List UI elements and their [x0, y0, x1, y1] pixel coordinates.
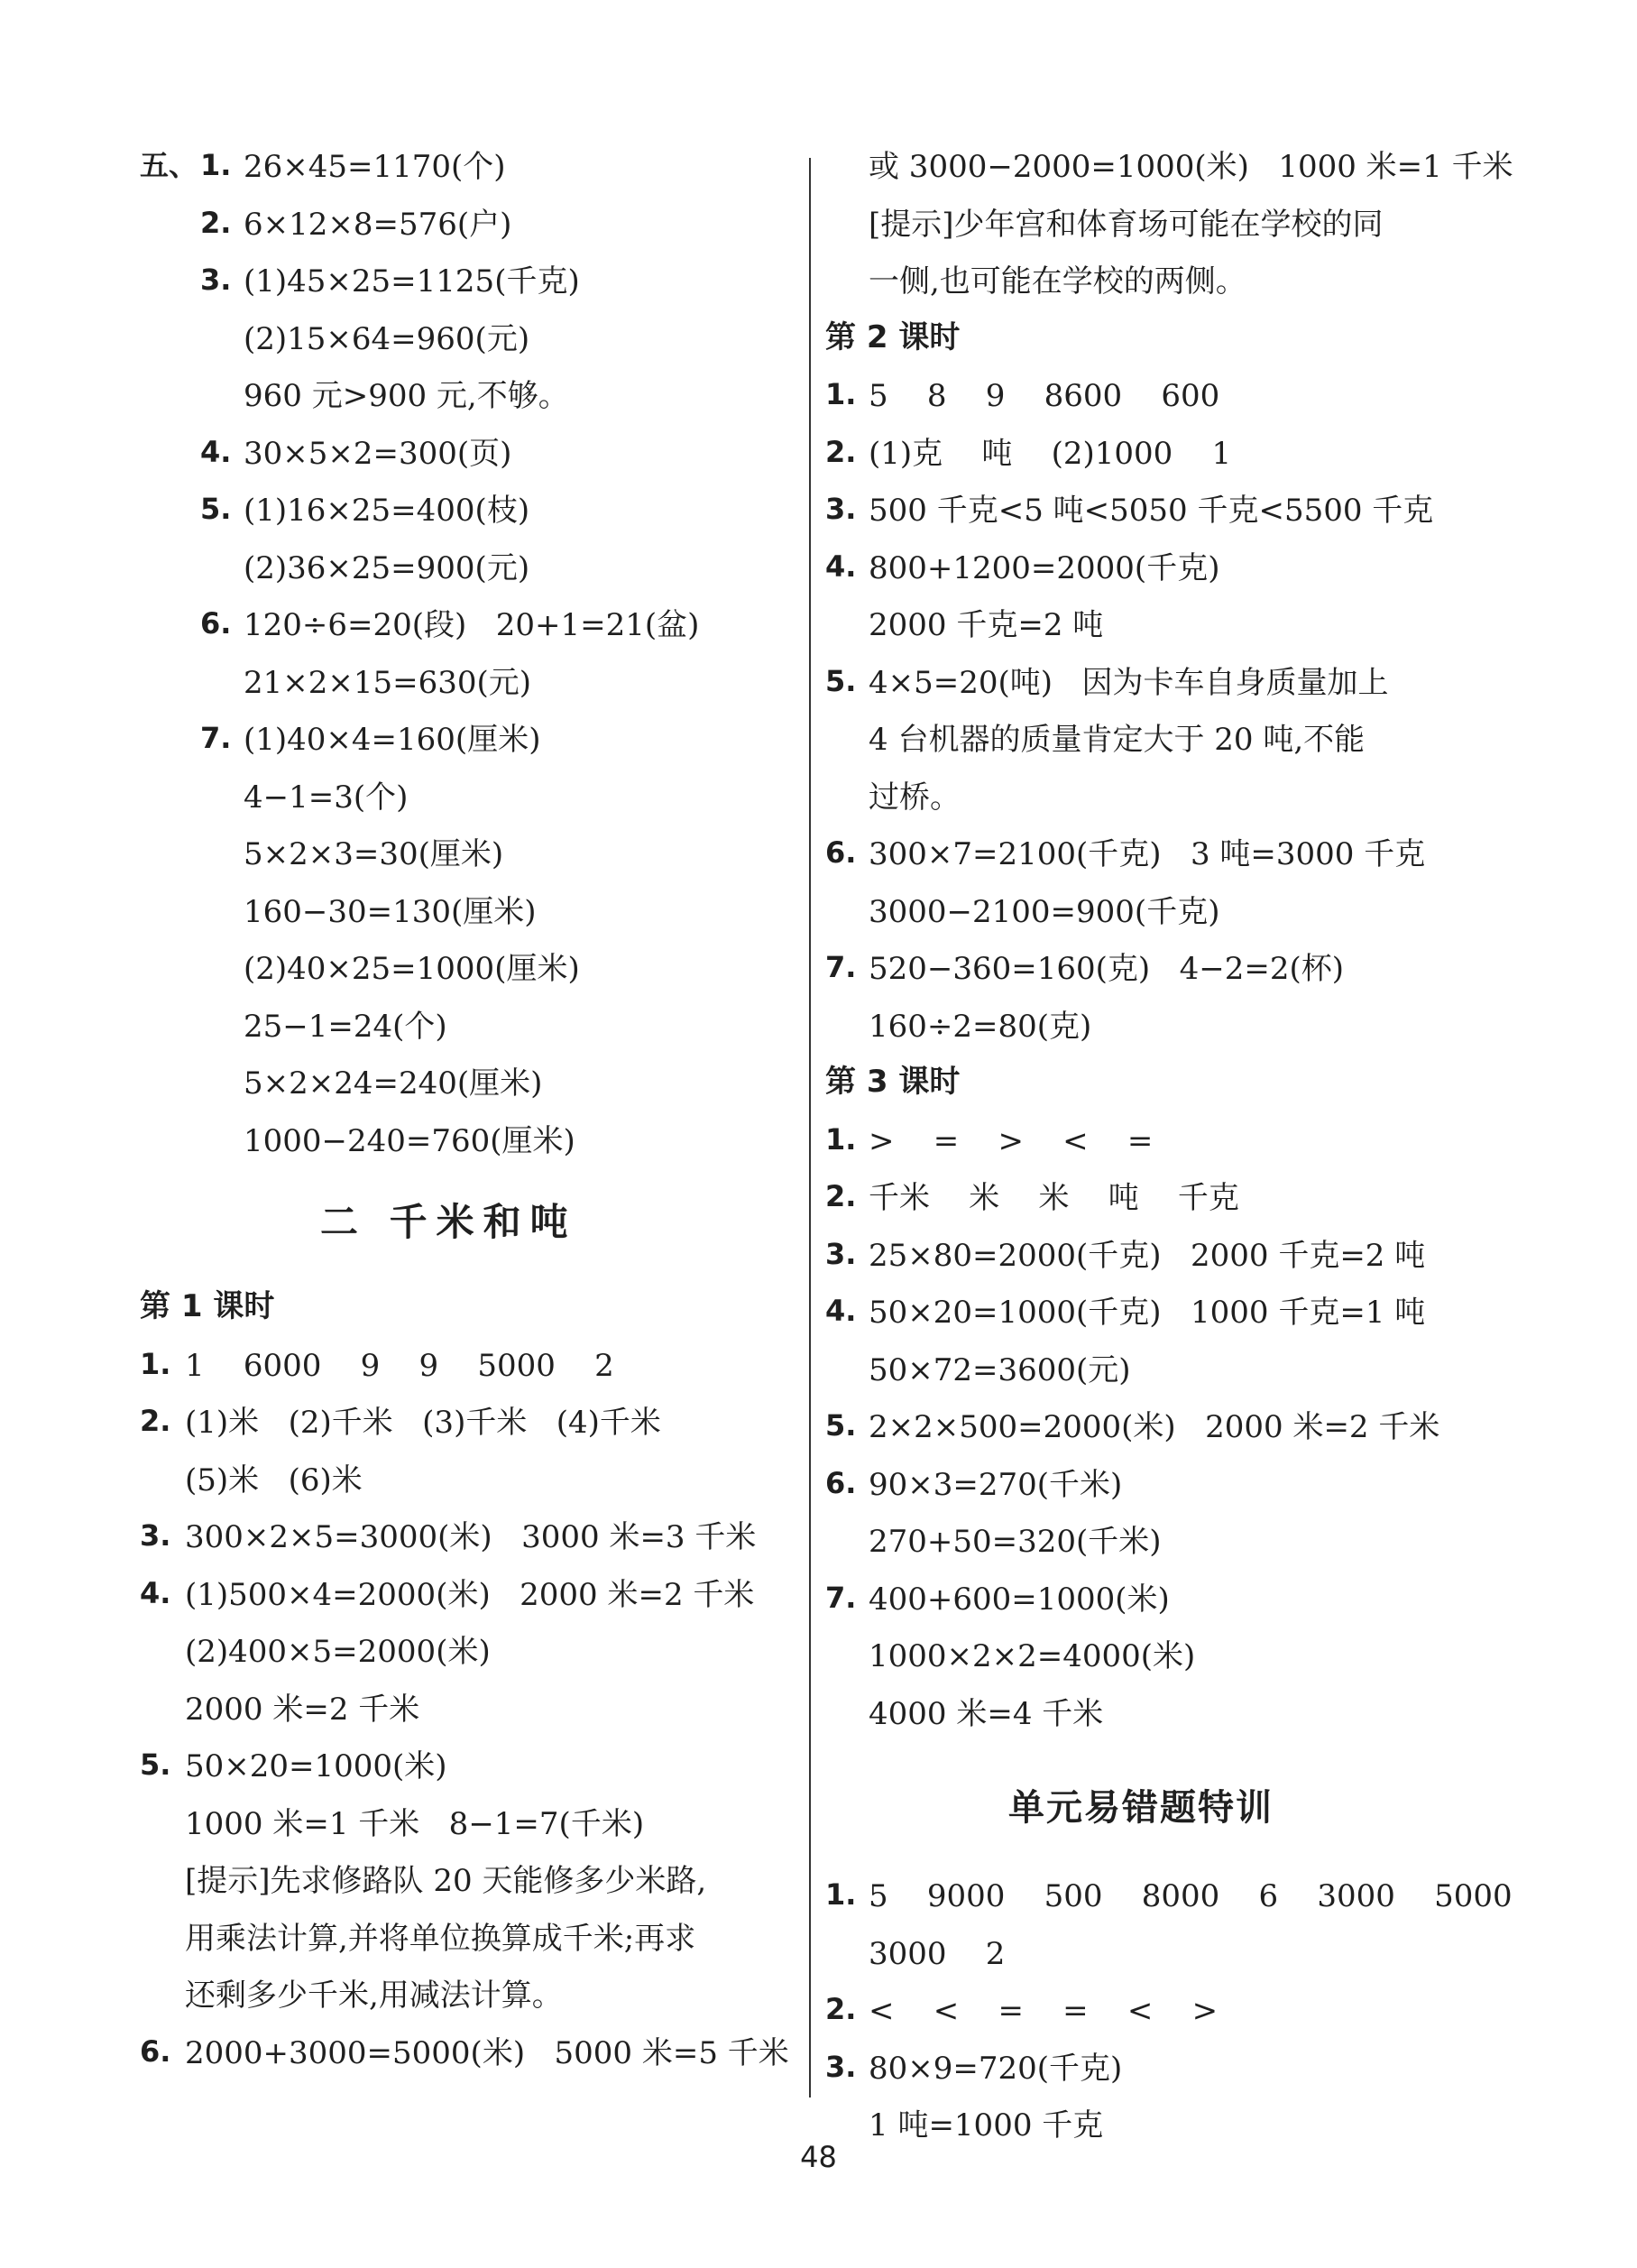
item-number: 2.	[140, 1404, 171, 1438]
item-number: 1.	[825, 1121, 857, 1157]
item-number: 3.	[140, 1518, 171, 1553]
lesson-heading: 第 2 课时	[825, 318, 961, 355]
answer-line: 80×9=720(千克)	[869, 2050, 1123, 2087]
answer-line: 5 9000 500 8000 6 3000 5000	[869, 1878, 1513, 1914]
item-number: 1.	[140, 1346, 171, 1381]
item-number: 2.	[825, 434, 857, 469]
answer-continuation: 25−1=24(个)	[244, 1008, 447, 1045]
answer-continuation: 50×72=3600(元)	[869, 1351, 1131, 1388]
answer-continuation: 1000−240=760(厘米)	[244, 1122, 575, 1159]
answer-continuation: 或 3000−2000=1000(米) 1000 米=1 千米	[869, 149, 1513, 185]
answer-continuation: (2)15×64=960(元)	[244, 320, 530, 357]
item-number: 3.	[200, 263, 232, 297]
item-number: 6.	[825, 835, 857, 870]
item-number: 4.	[140, 1575, 171, 1610]
answer-line: (1)40×4=160(厘米)	[244, 722, 541, 758]
item-number: 6.	[825, 1465, 857, 1500]
answer-line: 50×20=1000(米)	[185, 1748, 447, 1784]
item-number: 6.	[200, 606, 232, 641]
answer-line: < < = = < >	[869, 1993, 1219, 2029]
item-number: 3.	[825, 1236, 857, 1271]
answer-line: 50×20=1000(千克) 1000 千克=1 吨	[869, 1295, 1426, 1331]
answer-continuation: 3000 2	[869, 1935, 1006, 1972]
lesson-heading: 第 3 课时	[825, 1064, 961, 1100]
answer-continuation: 用乘法计算,并将单位换算成千米;再求	[185, 1920, 696, 1957]
answer-line: 25×80=2000(千克) 2000 千克=2 吨	[869, 1237, 1426, 1274]
answer-continuation: 3000−2100=900(千克)	[869, 893, 1220, 930]
item-number: 3.	[825, 2049, 857, 2084]
page-number: 48	[800, 2140, 837, 2174]
section-label: 五、	[140, 148, 198, 182]
answer-continuation: (2)36×25=900(元)	[244, 549, 530, 586]
answer-line: (1)500×4=2000(米) 2000 米=2 千米	[185, 1576, 755, 1613]
answer-line: 300×2×5=3000(米) 3000 米=3 千米	[185, 1519, 757, 1555]
item-number: 7.	[825, 1580, 857, 1615]
answer-line: 500 千克<5 吨<5050 千克<5500 千克	[869, 493, 1434, 529]
item-number: 1.	[200, 148, 232, 182]
answer-line: (1)45×25=1125(千克)	[244, 263, 580, 300]
answer-line: 30×5×2=300(页)	[244, 435, 512, 472]
answer-continuation: 5×2×3=30(厘米)	[244, 836, 504, 872]
item-number: 5.	[825, 1408, 857, 1443]
answer-continuation: (2)400×5=2000(米)	[185, 1634, 491, 1670]
answer-continuation: [提示]少年宫和体育场可能在学校的同	[869, 206, 1384, 243]
answer-line: 520−360=160(克) 4−2=2(杯)	[869, 951, 1345, 987]
item-number: 5.	[200, 492, 232, 526]
answer-line: 4×5=20(吨) 因为卡车自身质量加上	[869, 664, 1389, 701]
answer-continuation: 4−1=3(个)	[244, 779, 409, 816]
answer-continuation: 5×2×24=240(厘米)	[244, 1065, 543, 1102]
item-number: 4.	[825, 549, 857, 584]
answer-continuation: 160−30=130(厘米)	[244, 893, 537, 930]
answer-line: 2000+3000=5000(米) 5000 米=5 千米	[185, 2034, 789, 2071]
answer-continuation: 过桥。	[869, 779, 961, 816]
answer-line: 6×12×8=576(户)	[244, 206, 512, 243]
answer-line: 26×45=1170(个)	[244, 149, 506, 185]
answer-continuation: 1000×2×2=4000(米)	[869, 1638, 1196, 1674]
answer-continuation: 1 吨=1000 千克	[869, 2107, 1104, 2144]
answer-continuation: 960 元>900 元,不够。	[244, 378, 569, 414]
item-number: 2.	[825, 1992, 857, 2026]
answer-line: (1)克 吨 (2)1000 1	[869, 435, 1232, 472]
item-number: 7.	[825, 950, 857, 984]
answer-line: 800+1200=2000(千克)	[869, 549, 1220, 586]
answer-continuation: 2000 千克=2 吨	[869, 607, 1104, 643]
item-number: 4.	[200, 434, 232, 469]
answer-continuation: [提示]先求修路队 20 天能修多少米路,	[185, 1863, 707, 1899]
answer-continuation: 21×2×15=630(元)	[244, 664, 532, 701]
answer-continuation: 270+50=320(千米)	[869, 1524, 1162, 1560]
answer-line: 400+600=1000(米)	[869, 1581, 1170, 1618]
answer-continuation: 1000 米=1 千米 8−1=7(千米)	[185, 1805, 645, 1842]
column-divider	[809, 158, 811, 2097]
answer-continuation: 4 台机器的质量肯定大于 20 吨,不能	[869, 722, 1366, 758]
item-number: 2.	[825, 1179, 857, 1213]
item-number: 1.	[825, 377, 857, 411]
item-number: 5.	[140, 1747, 171, 1782]
answer-continuation: 160÷2=80(克)	[869, 1008, 1092, 1045]
answer-continuation: (2)40×25=1000(厘米)	[244, 951, 580, 987]
answer-line: 90×3=270(千米)	[869, 1466, 1123, 1503]
item-number: 7.	[200, 721, 232, 755]
item-number: 5.	[825, 663, 857, 698]
item-number: 1.	[825, 1877, 857, 1912]
unit-review-title: 单元易错题特训	[1008, 1787, 1274, 1829]
answer-continuation: 2000 米=2 千米	[185, 1691, 420, 1728]
answer-continuation: 4000 米=4 千米	[869, 1695, 1104, 1732]
answer-line: (1)16×25=400(枝)	[244, 493, 530, 529]
answer-line: 2×2×500=2000(米) 2000 米=2 千米	[869, 1409, 1440, 1445]
item-number: 2.	[200, 205, 232, 240]
item-number: 3.	[825, 492, 857, 526]
answer-line: 千米 米 米 吨 千克	[869, 1180, 1239, 1216]
answer-line: 1 6000 9 9 5000 2	[185, 1347, 614, 1384]
chapter-title: 二 千米和吨	[320, 1200, 577, 1244]
answer-line: > = > < =	[869, 1122, 1154, 1159]
item-number: 6.	[140, 2033, 171, 2069]
answer-line: 5 8 9 8600 600	[869, 378, 1220, 414]
answer-line: (1)米 (2)千米 (3)千米 (4)千米	[185, 1405, 661, 1441]
answer-continuation: 一侧,也可能在学校的两侧。	[869, 263, 1246, 300]
answer-line: 300×7=2100(千克) 3 吨=3000 千克	[869, 836, 1426, 872]
lesson-heading: 第 1 课时	[140, 1288, 275, 1324]
answer-continuation: 还剩多少千米,用减法计算。	[185, 1978, 563, 2014]
answer-continuation: (5)米 (6)米	[185, 1461, 363, 1498]
answer-line: 120÷6=20(段) 20+1=21(盆)	[244, 607, 700, 643]
item-number: 4.	[825, 1294, 857, 1328]
